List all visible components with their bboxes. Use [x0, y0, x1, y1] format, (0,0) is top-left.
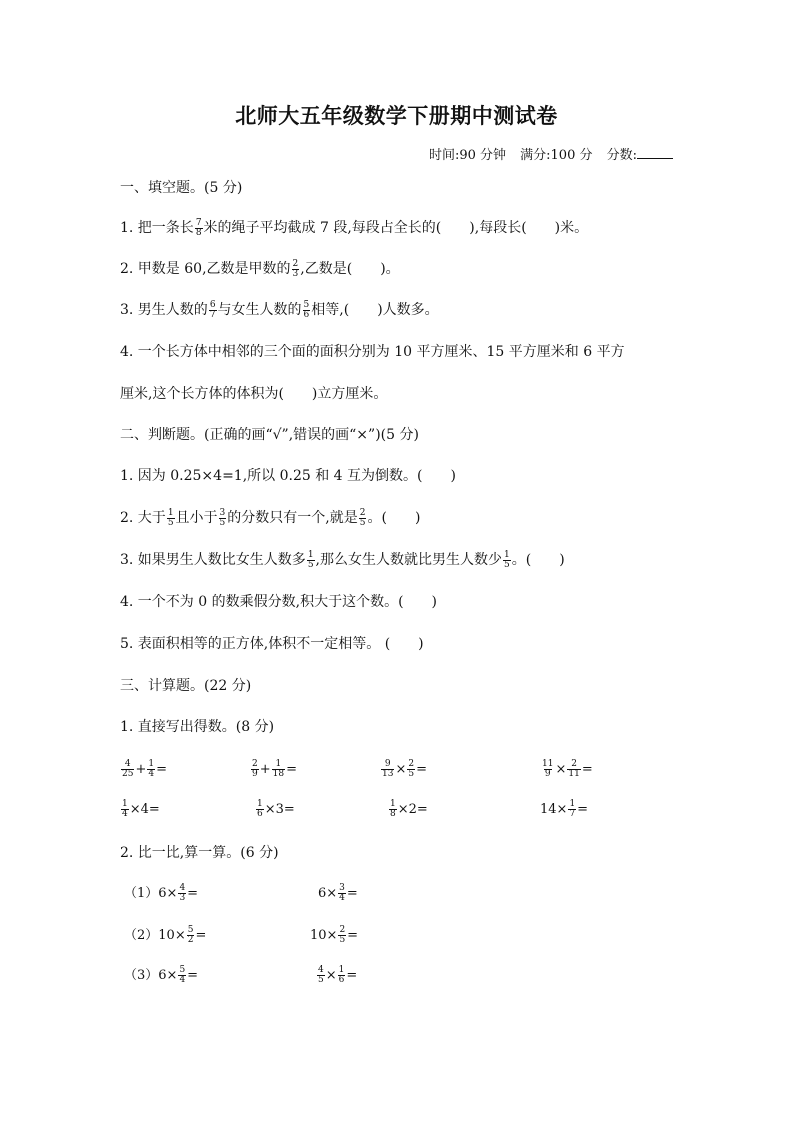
page-title: 北师大五年级数学下册期中测试卷: [235, 104, 558, 128]
section-heading: 二、判断题。(正确的画“√”,错误的画“×”)(5 分): [120, 427, 419, 443]
calc-item: 6× $\frac{3}{4}$ =: [318, 883, 358, 903]
question: 1. 因为 0.25×4=1,所以 0.25 和 4 互为倒数。( ): [120, 468, 456, 484]
question: 1. 把一条长 $\frac{7}{8}$ 米的绳子平均截成 7 段,每段占全长的( ),每段长( )米。: [120, 217, 589, 238]
calc-item: （1）6× $\frac{4}{3}$ =: [124, 883, 199, 903]
calc-item: $\frac{4}{25}$ + $\frac{1}{4}$ =: [122, 759, 167, 779]
fraction: $\frac{1}{5}$: [167, 507, 174, 528]
fraction: $\frac{4}{5}$: [318, 965, 324, 985]
fraction: $\frac{5}{4}$: [179, 965, 186, 985]
question: 3. 男生人数的 $\frac{6}{7}$ 与女生人数的 $\frac{5}{6}$ 相等,( )人数多。: [120, 299, 439, 320]
sub-heading: 1. 直接写出得数。(8 分): [120, 719, 275, 735]
score-field: 分数:: [607, 148, 673, 163]
calc-item: $\frac{9}{13}$ × $\frac{2}{5}$ =: [382, 759, 427, 779]
fraction: $\frac{1}{4}$: [122, 799, 128, 819]
score-blank[interactable]: [637, 146, 673, 159]
calc-item: （3）6× $\frac{5}{4}$ =: [124, 965, 199, 985]
calc-item: $\frac{11}{9}$ × $\frac{2}{11}$ =: [542, 759, 593, 779]
fraction: $\frac{6}{7}$: [209, 299, 216, 320]
fraction: $\frac{2}{11}$: [568, 759, 580, 779]
fraction: $\frac{4}{25}$: [122, 759, 134, 779]
fraction: $\frac{7}{8}$: [195, 217, 202, 238]
section-heading: 三、计算题。(22 分): [120, 678, 252, 694]
fraction: $\frac{1}{5}$: [504, 549, 510, 570]
calc-item: $\frac{2}{9}$ + $\frac{1}{18}$ =: [252, 759, 297, 779]
fraction: $\frac{3}{5}$: [219, 507, 226, 528]
fraction: $\frac{2}{3}$: [292, 258, 299, 279]
question: 2. 甲数是 60,乙数是甲数的 $\frac{2}{3}$ ,乙数是( )。: [120, 258, 400, 279]
question: 4. 一个不为 0 的数乘假分数,积大于这个数。( ): [120, 594, 437, 610]
calc-item: $\frac{1}{6}$ ×3=: [257, 799, 295, 819]
fraction: $\frac{2}{5}$: [408, 759, 415, 779]
fraction: $\frac{1}{6}$: [338, 965, 345, 985]
exam-meta: [419, 144, 673, 163]
fraction: $\frac{2}{9}$: [252, 759, 258, 779]
question: 3. 如果男生人数比女生人数多 $\frac{1}{5}$ ,那么女生人数就比男生人数少 $\frac{1}{5}$ 。( ): [120, 549, 565, 570]
calc-item: 10× $\frac{2}{5}$ =: [310, 925, 359, 945]
fraction: $\frac{2}{5}$: [359, 507, 366, 528]
fraction: $\frac{1}{8}$: [390, 799, 396, 819]
question: 4. 一个长方体中相邻的三个面的面积分别为 10 平方厘米、15 平方厘米和 6 平方: [120, 344, 625, 360]
sub-heading: 2. 比一比,算一算。(6 分): [120, 845, 279, 861]
calc-item: 14× $\frac{1}{7}$ =: [540, 799, 589, 819]
question: 5. 表面积相等的正方体,体积不一定相等。 ( ): [120, 636, 424, 652]
calc-item: （2）10× $\frac{5}{2}$ =: [124, 925, 207, 945]
question: 2. 大于 $\frac{1}{5}$ 且小于 $\frac{3}{5}$ 的分数只有一个,就是 $\frac{2}{5}$ 。( ): [120, 507, 421, 528]
full-score: 满分:100 分: [520, 148, 593, 163]
fraction: $\frac{11}{9}$: [542, 759, 554, 779]
fraction: $\frac{1}{5}$: [307, 549, 314, 570]
fraction: $\frac{1}{18}$: [272, 759, 285, 779]
fraction: $\frac{1}{6}$: [257, 799, 263, 819]
time-limit: 时间:90 分钟: [428, 148, 506, 163]
fraction: $\frac{1}{4}$: [148, 759, 155, 779]
calc-item: $\frac{1}{4}$ ×4=: [122, 799, 160, 819]
fraction: $\frac{5}{6}$: [303, 299, 310, 320]
fraction: $\frac{4}{3}$: [179, 883, 186, 903]
fraction: $\frac{1}{7}$: [569, 799, 576, 819]
fraction: $\frac{2}{5}$: [339, 925, 346, 945]
calc-item: $\frac{1}{8}$ ×2=: [390, 799, 428, 819]
fraction: $\frac{3}{4}$: [339, 883, 345, 903]
fraction: $\frac{9}{13}$: [382, 759, 394, 779]
question-continued: 厘米,这个长方体的体积为( )立方厘米。: [120, 386, 388, 402]
fraction: $\frac{5}{2}$: [187, 925, 194, 945]
calc-item: $\frac{4}{5}$ × $\frac{1}{6}$ =: [318, 965, 358, 985]
section-heading: 一、填空题。(5 分): [120, 180, 243, 196]
